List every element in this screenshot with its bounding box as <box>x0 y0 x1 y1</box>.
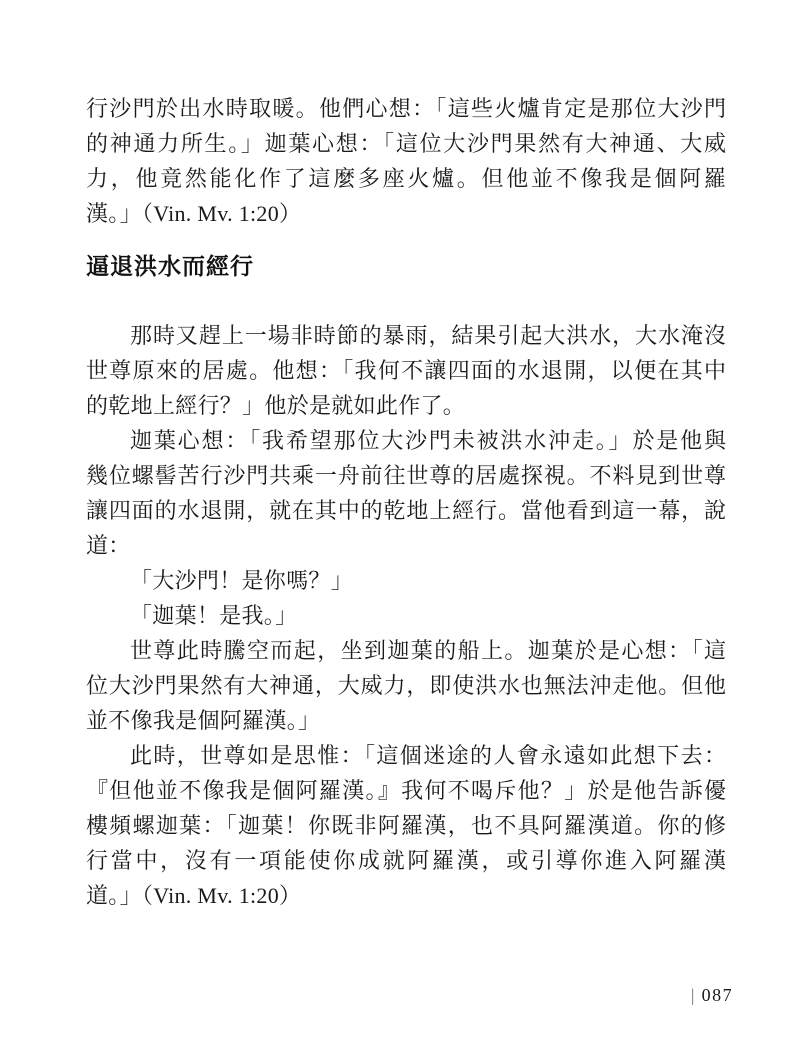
para-kassapa-visits-by-boat <box>86 423 726 563</box>
text-line: 並不像我是個阿羅漢。」 <box>86 708 321 733</box>
text-line: 此時，世尊如是思惟：「這個迷途的人會永遠如此想下去： <box>130 743 726 768</box>
para-flood-arises <box>86 318 726 423</box>
text-line: 『但他並不像我是個阿羅漢。』我何不喝斥他？」於是他告訴優 <box>86 778 726 803</box>
text-line: 道： <box>86 533 131 558</box>
text-line: 道。」（Vin. Mv. 1:20） <box>86 883 302 908</box>
text-line: 幾位螺髻苦行沙門共乘一舟前往世尊的居處探視。不料見到世尊 <box>86 463 726 488</box>
text-line: 世尊原來的居處。他想：「我何不讓四面的水退開，以便在其中 <box>86 358 726 383</box>
para-buddha-admonishes-kassapa <box>86 738 726 913</box>
dialogue-kassapa-question <box>86 563 726 598</box>
dialogue-buddha-answer <box>86 598 726 633</box>
text-line: 位大沙門果然有大神通，大威力，即使洪水也無法沖走他。但他 <box>86 673 726 698</box>
text-line: 的乾地上經行？」他於是就如此作了。 <box>86 393 466 418</box>
text-column <box>86 91 726 913</box>
page-number: 087 <box>701 985 734 1005</box>
text-line: 讓四面的水退開，就在其中的乾地上經行。當他看到這一幕，說 <box>86 498 726 523</box>
para-fire-stoves-conclusion <box>86 91 726 231</box>
text-line: 世尊此時騰空而起，坐到迦葉的船上。迦葉於是心想：「這 <box>130 638 726 663</box>
text-line: 「大沙門！是你嗎？」 <box>130 568 354 593</box>
text-line: 樓頻螺迦葉：「迦葉！你既非阿羅漢，也不具阿羅漢道。你的修 <box>86 813 726 838</box>
text-line: 力，他竟然能化作了這麼多座火爐。但他並不像我是個阿羅 <box>86 166 726 191</box>
footer-separator: | <box>691 985 695 1005</box>
text-line: 漢。」（Vin. Mv. 1:20） <box>86 201 302 226</box>
text-line: 行沙門於出水時取暖。他們心想：「這些火爐肯定是那位大沙門 <box>86 96 726 121</box>
text-line: 那時又趕上一場非時節的暴雨，結果引起大洪水，大水淹沒 <box>130 323 726 348</box>
text-line: 的神通力所生。」迦葉心想：「這位大沙門果然有大神通、大威 <box>86 131 726 156</box>
text-line: 「迦葉！是我。」 <box>130 603 298 628</box>
section-heading: 逼退洪水而經行 <box>86 253 254 279</box>
text-line: 行當中，沒有一項能使你成就阿羅漢，或引導你進入阿羅漢 <box>86 848 726 873</box>
text-line: 迦葉心想：「我希望那位大沙門未被洪水沖走。」於是他與 <box>130 428 726 453</box>
para-buddha-boards-boat <box>86 633 726 738</box>
page-footer <box>691 984 733 1006</box>
